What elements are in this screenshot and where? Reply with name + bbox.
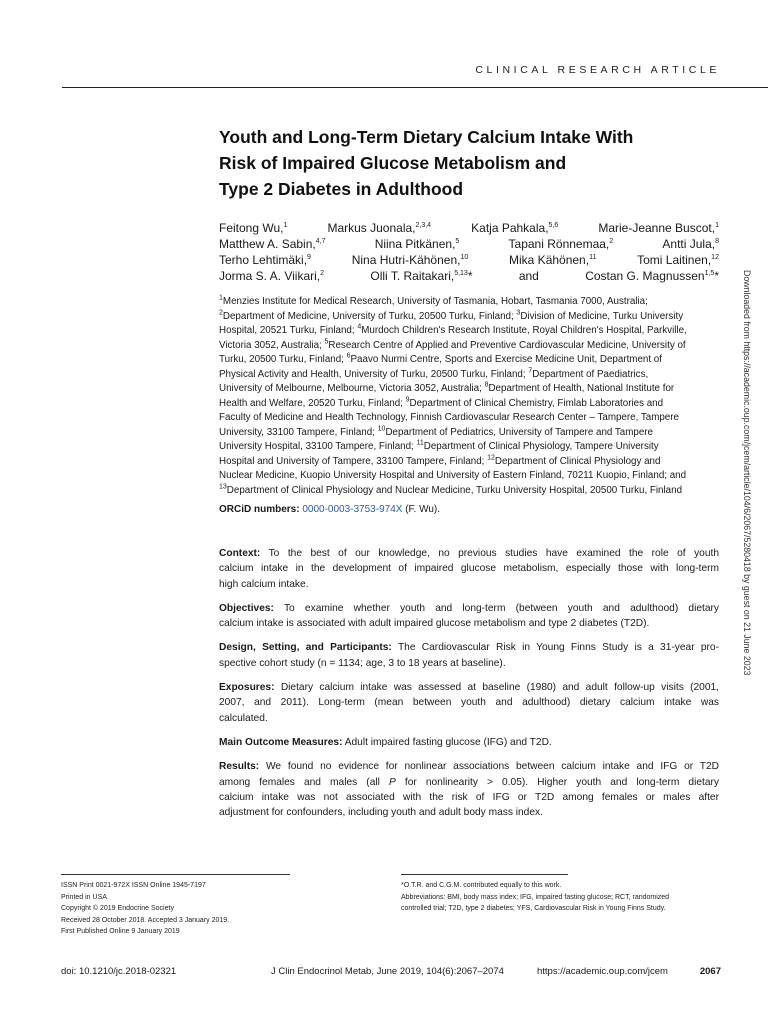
affiliation-line: Health and Welfare, 20520 Turku, Finland; $^9$Department of Clinical Chemistry, Fimlab Laboratories and [219, 396, 664, 409]
footnotes [401, 880, 723, 915]
affiliation-line: $^2$Department of Medicine, University of Turku, 20500 Turku, Finland; $^3$Division of Medicine, Turku University [219, 309, 684, 322]
author[interactable]: Terho Lehtimäki,$^9$ [219, 253, 311, 267]
abstract [219, 546, 719, 829]
article-title [219, 124, 739, 202]
orcid-line [219, 504, 440, 515]
affiliation-line: $^1$Menzies Institute for Medical Research, University of Tasmania, Hobart, Tasmania 7000, Australia; [219, 294, 648, 307]
affiliation-line: University of Melbourne, Melbourne, Victoria 3052, Australia; $^8$Department of Health, National Institute for [219, 381, 675, 394]
author[interactable]: Costan G. Magnussen$^{1,5}$* [585, 269, 719, 283]
author-line [219, 220, 719, 236]
affiliation-line: Victoria 3052, Australia; $^5$Research Centre of Applied and Preventive Cardiovascular Medicine, University of [219, 338, 686, 351]
abstract-exposures: Exposures: Dietary calcium intake was assessed at baseline (1980) and adult follow-up visits (2001, 2007, and 2011). Long-term (mean between youth and adulthood) dietary calcium intake was calculated. [219, 682, 719, 724]
author[interactable]: Markus Juonala,$^{2,3,4}$ [327, 221, 432, 235]
section-label: CLINICAL RESEARCH ARTICLE [475, 64, 720, 76]
author-line [219, 252, 719, 268]
received-line: Received 28 October 2018. Accepted 3 January 2019. [61, 916, 230, 924]
author[interactable]: Olli T. Raitakari,$^{5,13}$* [370, 269, 473, 283]
author[interactable]: Niina Pitkänen,$^5$ [374, 237, 460, 251]
printed-line: Printed in USA [61, 893, 107, 901]
author[interactable]: Antti Jula,$^8$ [662, 237, 719, 251]
first-published-line: First Published Online 9 January 2019 [61, 928, 180, 935]
affiliation-line: $^{13}$Department of Clinical Physiology and Nuclear Medicine, Turku University Hospital, 20500 Turku, Finland [219, 483, 683, 496]
affiliation-line: University Hospital, 33100 Tampere, Finland; $^{11}$Department of Clinical Physiology, Tampere University [219, 439, 659, 452]
author[interactable]: Mika Kähönen,$^{11}$ [509, 253, 597, 267]
download-watermark: Downloaded from https://academic.oup.com/jcem/article/104/6/2067/5280418 by guest on 21 June 2023 [742, 270, 752, 676]
equal-contribution-note: *O.T.R. and C.G.M. contributed equally to this work. [401, 882, 562, 889]
affiliation-line: Turku, 20500 Turku, Finland; $^6$Paavo Nurmi Centre, Sports and Exercise Medicine Unit, Department of [219, 352, 662, 365]
author-list [219, 220, 719, 284]
abstract-outcome: Main Outcome Measures: Adult impaired fasting glucose (IFG) and T2D. [219, 736, 552, 748]
author-line [219, 236, 719, 252]
affiliation-line: Hospital, 20521 Turku, Finland; $^4$Murdoch Children's Research Institute, Royal Children's Hospital, Parkville, [219, 323, 687, 336]
affiliation-line: Nuclear Medicine, Kuopio University Hospital and University of Eastern Finland, 70211 Kuopio, Finland; and [219, 470, 687, 481]
orcid-label: ORCiD numbers: [219, 504, 300, 515]
header-rule [62, 87, 768, 88]
author[interactable]: Tapani Rönnemaa,$^2$ [508, 237, 614, 251]
orcid-link[interactable]: 0000-0003-3753-974X [302, 504, 403, 515]
title-line: Type 2 Diabetes in Adulthood [219, 179, 464, 199]
journal-citation: J Clin Endocrinol Metab, June 2019, 104(6):2067–2074 [271, 966, 504, 977]
author[interactable]: Katja Pahkala,$^{5,6}$ [471, 221, 559, 235]
author-line [219, 268, 719, 284]
issn-line: ISSN Print 0021-972X ISSN Online 1945-7197 [61, 882, 206, 889]
page-number: 2067 [699, 966, 721, 977]
title-line: Youth and Long-Term Dietary Calcium Intake With [219, 127, 634, 147]
journal-url[interactable]: https://academic.oup.com/jcem [537, 966, 668, 977]
author[interactable]: Tomi Laitinen,$^{12}$ [637, 253, 719, 267]
publication-info [61, 880, 229, 938]
author[interactable]: Marie-Jeanne Buscot,$^1$ [598, 221, 719, 235]
orcid-suffix: (F. Wu). [402, 504, 441, 515]
doi-link[interactable]: doi: 10.1210/jc.2018-02321 [61, 966, 177, 977]
affiliation-line: Physical Activity and Health, University of Turku, 20500 Turku, Finland; $^7$Department of Paediatrics, [219, 367, 649, 380]
author[interactable]: Jorma S. A. Viikari,$^2$ [219, 269, 325, 283]
title-line: Risk of Impaired Glucose Metabolism and [219, 153, 567, 173]
abstract-design: Design, Setting, and Participants: The Cardiovascular Risk in Young Finns Study is a 31-year pro- spective cohort study (n = 1134; age, 3 to 18 years at baseline). [219, 642, 719, 669]
abstract-objectives: Objectives: To examine whether youth and long-term (between youth and adulthood) dietary calcium intake is associated with adult impaired glucose metabolism and type 2 diabetes (T2D). [219, 602, 720, 630]
author[interactable]: Feitong Wu,$^1$ [219, 221, 288, 235]
abstract-context: Context: To the best of our knowledge, no previous studies have examined the role of youth calcium intake in the development of impaired glucose metabolism, especially those with long-term high calcium intake. [219, 548, 719, 590]
author[interactable]: Matthew A. Sabin,$^{4,7}$ [219, 237, 326, 251]
footnote-divider [401, 874, 568, 875]
abstract-results: Results: We found no evidence for nonlinear associations between calcium intake and IFG or T2D among females and males (all P for nonlinearity > 0.05). Higher youth and long-term dietary calcium intake was not associated with the risk of IFG or T2D among females or males after adjustment for confounders, including youth and adult body mass index. [219, 761, 720, 819]
affiliation-line: Hospital and University of Tampere, 33100 Tampere, Finland; $^{12}$Department of Clinical Physiology and [219, 454, 661, 467]
copyright-line: Copyright © 2019 Endocrine Society [61, 905, 174, 912]
author-conjunction: and [518, 269, 539, 283]
author[interactable]: Nina Hutri-Kähönen,$^{10}$ [351, 253, 469, 267]
abbreviations-note: Abbreviations: BMI, body mass index; IFG, impaired fasting glucose; RCT, randomized [401, 893, 670, 901]
footnote-divider [61, 874, 290, 875]
affiliations [219, 295, 719, 498]
affiliation-line: Faculty of Medicine and Health Technology, Finnish Cardiovascular Research Center – Tampere, Tampere [219, 412, 679, 423]
abbreviations-note: controlled trial; T2D, type 2 diabetes; YFS, Cardiovascular Risk in Young Finns Study. [401, 905, 666, 912]
affiliation-line: University, 33100 Tampere, Finland; $^{10}$Department of Pediatrics, University of Tampere and Tampere [219, 425, 653, 438]
